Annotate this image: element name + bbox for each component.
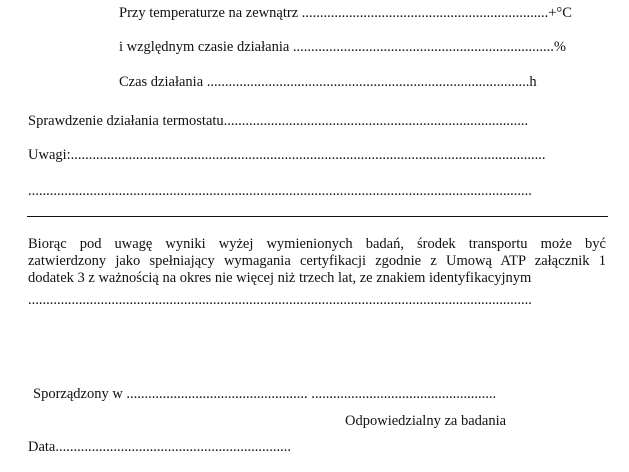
thermostat-check-field: Sprawdzenie działania termostatu.................................................................................... xyxy=(28,113,529,129)
responsible-for-tests-label: Odpowiedzialny za badania xyxy=(345,413,507,429)
identification-mark-field: ........................................................................................................................................... xyxy=(28,292,532,308)
statement-line-2: zatwierdzony jako spełniający wymagania certyfikacji zgodnie z Umową ATP załącznik 1 xyxy=(28,253,606,269)
relative-run-time-field: i względnym czasie działania ........................................................................% xyxy=(119,39,567,55)
prepared-in-field: Sporządzony w .................................................. ................................................... xyxy=(33,386,497,402)
statement-line-1: Biorąc pod uwagę wyniki wyżej wymienionych badań, środek transportu może być xyxy=(28,236,606,252)
outside-temperature-field: Przy temperaturze na zewnątrz ....................................................................+°C xyxy=(119,5,572,21)
remarks-field: Uwagi:................................................................................................................................... xyxy=(28,147,546,163)
statement-line-3: dodatek 3 z ważnością na okres nie więcej niż trzech lat, ze znakiem identyfikacyjnym xyxy=(28,270,532,286)
certification-statement xyxy=(28,236,606,287)
date-field: Data................................................................. xyxy=(28,439,291,455)
run-time-field: Czas działania .........................................................................................h xyxy=(119,74,537,90)
section-divider xyxy=(27,216,608,217)
remarks-continuation-line: ........................................................................................................................................... xyxy=(28,183,532,199)
